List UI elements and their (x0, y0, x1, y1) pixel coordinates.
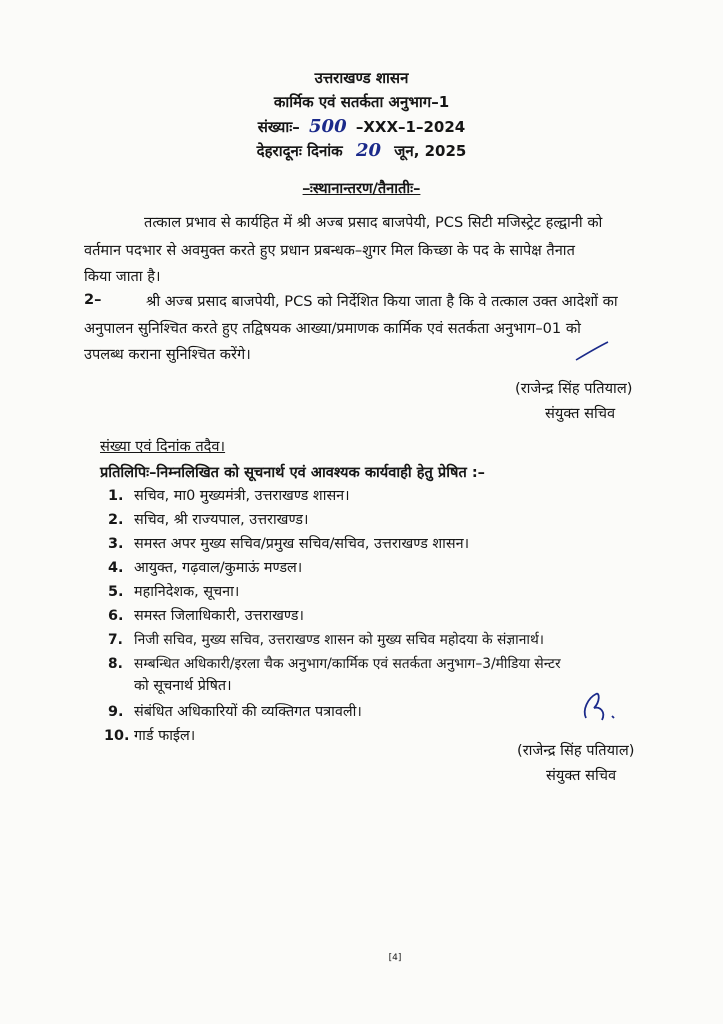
list-item: 1. सचिव, मा0 मुख्यमंत्री, उत्तराखण्ड शासन। (108, 488, 350, 504)
signatory-designation-1: संयुक्त सचिव (545, 405, 616, 422)
endorsement-reference: संख्या एवं दिनांक तदैव। (100, 438, 226, 455)
date-prefix: देहरादूनः दिनांक (256, 142, 343, 160)
list-item: 2. सचिव, श्री राज्यपाल, उत्तराखण्ड। (108, 512, 309, 528)
letter-number (0, 116, 723, 137)
signatory-name-2: (राजेन्द्र सिंह पतियाल) (517, 742, 635, 759)
department-name: कार्मिक एवं सतर्कता अनुभाग–1 (273, 93, 450, 111)
handwritten-number: 500 (309, 116, 347, 137)
handwritten-date: 20 (355, 140, 381, 161)
letter-date (0, 140, 723, 161)
paragraph2-number: 2– (84, 291, 102, 308)
signatory-designation-2: संयुक्त सचिव (546, 767, 617, 784)
list-item: 7. निजी सचिव, मुख्य सचिव, उत्तराखण्ड शासन को मुख्य सचिव महोदया के संज्ञानार्थ। (108, 632, 545, 648)
list-item: 4. आयुक्त, गढ़वाल/कुमाऊं मण्डल। (108, 560, 303, 576)
signature-stroke-1 (572, 340, 612, 364)
number-prefix: संख्याः– (257, 118, 300, 136)
paragraph1-line2: वर्तमान पदभार से अवमुक्त करते हुए प्रधान प्रबन्धक–शुगर मिल किच्छा के पद के सापेक्ष तैनात (84, 242, 575, 259)
signature-stroke-2 (578, 688, 626, 728)
list-item-continuation: को सूचनार्थ प्रेषित। (134, 678, 232, 694)
page-number: [4] (388, 953, 402, 963)
list-item: 10. गार्ड फाईल। (104, 728, 196, 744)
list-item: 6. समस्त जिलाधिकारी, उत्तराखण्ड। (108, 608, 304, 624)
signatory-name-1: (राजेन्द्र सिंह पतियाल) (515, 380, 633, 397)
list-item: 3. समस्त अपर मुख्य सचिव/प्रमुख सचिव/सचिव, उत्तराखण्ड शासन। (108, 536, 470, 552)
paragraph2-line3: उपलब्ध कराना सुनिश्चित करेंगे। (84, 346, 251, 363)
paragraph2-line1: श्री अज्ब प्रसाद बाजपेयी, PCS को निर्देशित किया जाता है कि वे तत्काल उक्त आदेशों का (146, 293, 618, 310)
paragraph1-line3: किया जाता है। (84, 268, 161, 285)
paragraph1-line1: तत्काल प्रभाव से कार्यहित में श्री अज्ब प्रसाद बाजपेयी, PCS सिटी मजिस्ट्रेट हल्द्वानी को (144, 214, 603, 231)
subject-heading: –ःस्थानान्तरण/तैनातीः– (302, 180, 421, 197)
paragraph2-line2: अनुपालन सुनिश्चित करते हुए तद्विषयक आख्या/प्रमाणक कार्मिक एवं सतर्कता अनुभाग–01 को (84, 320, 581, 337)
copy-to-heading: प्रतिलिपिः–निम्नलिखित को सूचनार्थ एवं आवश्यक कार्यवाही हेतु प्रेषित :– (100, 464, 485, 481)
date-suffix: जून, 2025 (394, 142, 467, 160)
number-suffix: –XXX–1–2024 (355, 118, 466, 136)
list-item: 9. संबंधित अधिकारियों की व्यक्तिगत पत्रावली। (108, 704, 362, 720)
government-name: उत्तराखण्ड शासन (314, 69, 409, 87)
list-item: 8. सम्बन्धित अधिकारी/इरला चैक अनुभाग/कार्मिक एवं सतर्कता अनुभाग–3/मीडिया सेन्टर (108, 656, 561, 672)
list-item: 5. महानिदेशक, सूचना। (108, 584, 240, 600)
